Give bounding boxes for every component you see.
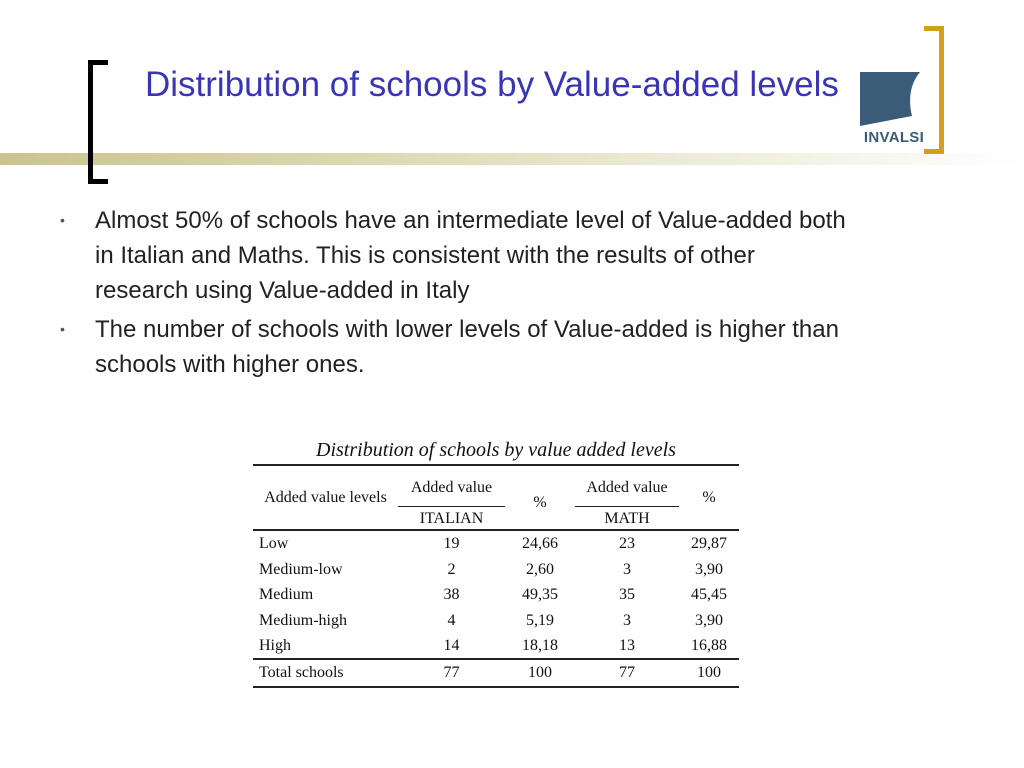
bullet-item xyxy=(58,312,848,382)
slide-title: Distribution of schools by Value-added levels xyxy=(145,65,839,104)
table-cell-total-math: 77 xyxy=(619,664,635,681)
header-subrule-italian xyxy=(398,506,505,507)
table-cell-total-math-pct: 100 xyxy=(697,664,721,681)
table-cell-italian-pct: 2,60 xyxy=(526,561,554,578)
table-cell-math-pct: 16,88 xyxy=(691,637,727,654)
bullet-item xyxy=(58,203,848,308)
header-bottom-rule xyxy=(253,529,739,531)
header-italian-bottom: ITALIAN xyxy=(419,510,484,527)
header-italian-top: Added value xyxy=(410,479,493,496)
table-cell-math-pct: 3,90 xyxy=(695,612,723,629)
header-math-top: Added value xyxy=(586,479,668,496)
logo-text: INVALSI xyxy=(863,129,925,146)
header-levels: Added value levels xyxy=(264,489,387,506)
table-top-rule xyxy=(253,464,739,466)
table-cell-italian: 19 xyxy=(443,535,460,552)
header-subrule-math xyxy=(575,506,679,507)
table-cell-level: High xyxy=(259,637,291,654)
table-cell-italian: 14 xyxy=(443,637,460,654)
bullet-icon: • xyxy=(60,321,65,337)
table-cell-italian: 2 xyxy=(447,561,456,578)
table-cell-math: 35 xyxy=(619,586,635,603)
table-cell-total-label: Total schools xyxy=(259,664,344,681)
table-cell-total-italian: 77 xyxy=(443,664,460,681)
table-cell-italian-pct: 5,19 xyxy=(526,612,554,629)
bullet-text: Almost 50% of schools have an intermediate level of Value-added both in Italian and Maths. This is consistent with the results of other research using Value-added in Italy xyxy=(95,207,846,304)
table-cell-level: Low xyxy=(259,535,289,552)
table-bottom-rule xyxy=(253,686,739,688)
table-cell-italian: 38 xyxy=(443,586,460,603)
bullet-text: The number of schools with lower levels of Value-added is higher than schools with higher ones. xyxy=(95,316,839,378)
table-cell-level: Medium xyxy=(259,586,314,603)
table-cell-math-pct: 3,90 xyxy=(695,561,723,578)
decorative-band xyxy=(0,153,1024,165)
table-cell-level: Medium-high xyxy=(259,612,347,629)
left-bracket-decoration xyxy=(88,60,108,184)
header-math-bottom: MATH xyxy=(604,510,650,527)
header-pct-math: % xyxy=(702,489,716,506)
header-pct-italian: % xyxy=(533,494,547,511)
table-cell-math-pct: 29,87 xyxy=(691,535,727,552)
table-cell-math: 3 xyxy=(623,561,631,578)
table-cell-level: Medium-low xyxy=(259,561,343,578)
table-cell-math-pct: 45,45 xyxy=(691,586,727,603)
table-cell-total-italian-pct: 100 xyxy=(528,664,552,681)
table-cell-italian-pct: 18,18 xyxy=(522,637,558,654)
table-cell-math: 13 xyxy=(619,637,635,654)
logo-flag-icon xyxy=(858,70,930,128)
table-caption: Distribution of schools by value added levels xyxy=(316,439,676,461)
total-top-rule xyxy=(253,658,739,660)
invalsi-logo xyxy=(858,70,930,150)
bullet-list xyxy=(58,203,848,386)
table-cell-italian-pct: 49,35 xyxy=(522,586,558,603)
table-cell-math: 23 xyxy=(619,535,635,552)
bullet-icon: • xyxy=(60,212,65,228)
table-cell-italian-pct: 24,66 xyxy=(522,535,558,552)
table-cell-math: 3 xyxy=(623,612,631,629)
table-cell-italian: 4 xyxy=(447,612,456,629)
